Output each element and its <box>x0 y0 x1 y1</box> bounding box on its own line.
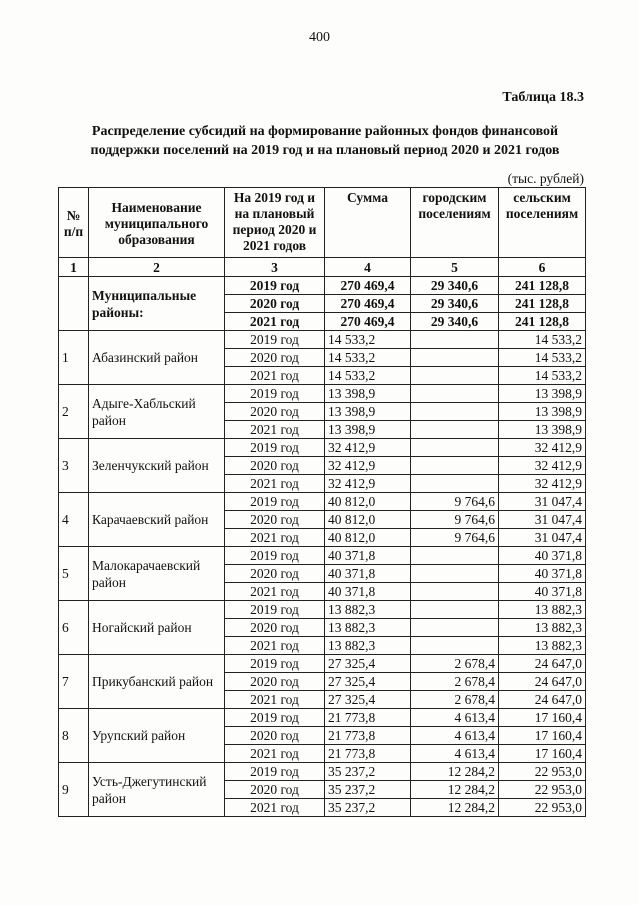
rural-cell: 241 128,8 <box>499 313 586 331</box>
district-name: Адыге-Хабльский район <box>89 385 225 439</box>
urban-cell: 4 613,4 <box>411 745 499 763</box>
sum-cell: 35 237,2 <box>325 799 411 817</box>
district-name: Муниципальные районы: <box>89 277 225 331</box>
rural-cell: 22 953,0 <box>499 781 586 799</box>
year-cell: 2021 год <box>225 799 325 817</box>
year-cell: 2021 год <box>225 529 325 547</box>
row-index: 8 <box>59 709 89 763</box>
rural-cell: 13 398,9 <box>499 385 586 403</box>
sum-cell: 35 237,2 <box>325 763 411 781</box>
sum-cell: 21 773,8 <box>325 727 411 745</box>
year-cell: 2020 год <box>225 781 325 799</box>
sum-cell: 14 533,2 <box>325 331 411 349</box>
sum-cell: 21 773,8 <box>325 745 411 763</box>
sum-cell: 13 398,9 <box>325 421 411 439</box>
year-cell: 2019 год <box>225 385 325 403</box>
urban-cell: 4 613,4 <box>411 727 499 745</box>
sum-cell: 27 325,4 <box>325 655 411 673</box>
urban-cell: 9 764,6 <box>411 529 499 547</box>
district-name: Урупский район <box>89 709 225 763</box>
urban-cell <box>411 457 499 475</box>
urban-cell <box>411 385 499 403</box>
sum-cell: 35 237,2 <box>325 781 411 799</box>
table-row <box>59 493 586 511</box>
table-row <box>59 385 586 403</box>
rural-cell: 40 371,8 <box>499 547 586 565</box>
year-cell: 2019 год <box>225 763 325 781</box>
title-line-1: Распределение субсидий на формирование районных фондов финансовой <box>91 124 559 139</box>
urban-cell <box>411 331 499 349</box>
district-name: Карачаевский район <box>89 493 225 547</box>
rural-cell: 13 882,3 <box>499 619 586 637</box>
sum-cell: 14 533,2 <box>325 367 411 385</box>
sum-cell: 32 412,9 <box>325 457 411 475</box>
rural-cell: 31 047,4 <box>499 493 586 511</box>
urban-cell: 2 678,4 <box>411 673 499 691</box>
table-row <box>59 277 586 295</box>
sum-cell: 40 371,8 <box>325 583 411 601</box>
table-row <box>59 439 586 457</box>
rural-cell: 24 647,0 <box>499 691 586 709</box>
sum-cell: 40 812,0 <box>325 493 411 511</box>
urban-cell <box>411 565 499 583</box>
header-sum: Сумма <box>325 188 411 258</box>
rural-cell: 31 047,4 <box>499 511 586 529</box>
year-cell: 2020 год <box>225 295 325 313</box>
table-row <box>59 601 586 619</box>
urban-cell <box>411 349 499 367</box>
rural-cell: 24 647,0 <box>499 673 586 691</box>
urban-cell <box>411 439 499 457</box>
col-number: 4 <box>325 258 411 277</box>
rural-cell: 13 882,3 <box>499 601 586 619</box>
year-cell: 2019 год <box>225 709 325 727</box>
sum-cell: 40 812,0 <box>325 529 411 547</box>
year-cell: 2021 год <box>225 691 325 709</box>
urban-cell: 29 340,6 <box>411 313 499 331</box>
rural-cell: 32 412,9 <box>499 439 586 457</box>
urban-cell <box>411 421 499 439</box>
year-cell: 2021 год <box>225 475 325 493</box>
urban-cell <box>411 367 499 385</box>
urban-cell <box>411 475 499 493</box>
sum-cell: 21 773,8 <box>325 709 411 727</box>
rural-cell: 32 412,9 <box>499 457 586 475</box>
header-num: № п/п <box>59 188 89 258</box>
district-name: Абазинский район <box>89 331 225 385</box>
urban-cell: 2 678,4 <box>411 655 499 673</box>
sum-cell: 270 469,4 <box>325 277 411 295</box>
year-cell: 2021 год <box>225 637 325 655</box>
table-row <box>59 331 586 349</box>
urban-cell: 12 284,2 <box>411 763 499 781</box>
header-rural: сельским поселениям <box>499 188 586 258</box>
rural-cell: 22 953,0 <box>499 799 586 817</box>
row-index: 9 <box>59 763 89 817</box>
year-cell: 2021 год <box>225 583 325 601</box>
sum-cell: 270 469,4 <box>325 313 411 331</box>
year-cell: 2020 год <box>225 673 325 691</box>
sum-cell: 13 398,9 <box>325 385 411 403</box>
sum-cell: 40 371,8 <box>325 565 411 583</box>
urban-cell: 29 340,6 <box>411 277 499 295</box>
subsidy-table <box>58 187 586 817</box>
rural-cell: 22 953,0 <box>499 763 586 781</box>
rural-cell: 17 160,4 <box>499 727 586 745</box>
urban-cell <box>411 583 499 601</box>
row-index <box>59 277 89 331</box>
table-row <box>59 655 586 673</box>
table-body <box>59 277 586 817</box>
urban-cell <box>411 601 499 619</box>
year-cell: 2020 год <box>225 457 325 475</box>
urban-cell: 9 764,6 <box>411 493 499 511</box>
rural-cell: 13 398,9 <box>499 421 586 439</box>
col-number: 6 <box>499 258 586 277</box>
year-cell: 2021 год <box>225 313 325 331</box>
year-cell: 2021 год <box>225 745 325 763</box>
year-cell: 2019 год <box>225 277 325 295</box>
units-note: (тыс. рублей) <box>507 171 584 186</box>
district-name: Зеленчукский район <box>89 439 225 493</box>
year-cell: 2020 год <box>225 727 325 745</box>
row-index: 2 <box>59 385 89 439</box>
rural-cell: 40 371,8 <box>499 565 586 583</box>
row-index: 3 <box>59 439 89 493</box>
urban-cell: 12 284,2 <box>411 799 499 817</box>
col-number: 1 <box>59 258 89 277</box>
year-cell: 2020 год <box>225 565 325 583</box>
year-cell: 2019 год <box>225 547 325 565</box>
header-urban: городским поселениям <box>411 188 499 258</box>
rural-cell: 17 160,4 <box>499 745 586 763</box>
year-cell: 2019 год <box>225 493 325 511</box>
sum-cell: 270 469,4 <box>325 295 411 313</box>
col-number: 2 <box>89 258 225 277</box>
sum-cell: 14 533,2 <box>325 349 411 367</box>
rural-cell: 14 533,2 <box>499 349 586 367</box>
rural-cell: 241 128,8 <box>499 277 586 295</box>
rural-cell: 14 533,2 <box>499 367 586 385</box>
col-number: 3 <box>225 258 325 277</box>
sum-cell: 13 398,9 <box>325 403 411 421</box>
year-cell: 2019 год <box>225 439 325 457</box>
rural-cell: 13 398,9 <box>499 403 586 421</box>
year-cell: 2020 год <box>225 619 325 637</box>
sum-cell: 32 412,9 <box>325 439 411 457</box>
rural-cell: 32 412,9 <box>499 475 586 493</box>
header-period: На 2019 год и на плановый период 2020 и 2021 годов <box>225 188 325 258</box>
urban-cell <box>411 547 499 565</box>
year-cell: 2019 год <box>225 601 325 619</box>
sum-cell: 27 325,4 <box>325 673 411 691</box>
district-name: Ногайский район <box>89 601 225 655</box>
year-cell: 2021 год <box>225 421 325 439</box>
row-index: 1 <box>59 331 89 385</box>
rural-cell: 40 371,8 <box>499 583 586 601</box>
sum-cell: 13 882,3 <box>325 637 411 655</box>
urban-cell <box>411 619 499 637</box>
sum-cell: 13 882,3 <box>325 601 411 619</box>
page-number: 400 <box>309 30 330 45</box>
rural-cell: 24 647,0 <box>499 655 586 673</box>
urban-cell: 4 613,4 <box>411 709 499 727</box>
sum-cell: 13 882,3 <box>325 619 411 637</box>
table-row <box>59 547 586 565</box>
year-cell: 2020 год <box>225 511 325 529</box>
column-number-row <box>59 258 586 277</box>
title-line-2: поддержки поселений на 2019 год и на плановый период 2020 и 2021 годов <box>90 143 560 158</box>
rural-cell: 241 128,8 <box>499 295 586 313</box>
district-name: Малокарачаевский район <box>89 547 225 601</box>
rural-cell: 31 047,4 <box>499 529 586 547</box>
rural-cell: 14 533,2 <box>499 331 586 349</box>
urban-cell <box>411 637 499 655</box>
urban-cell: 29 340,6 <box>411 295 499 313</box>
sum-cell: 40 812,0 <box>325 511 411 529</box>
year-cell: 2020 год <box>225 403 325 421</box>
row-index: 7 <box>59 655 89 709</box>
year-cell: 2019 год <box>225 655 325 673</box>
sum-cell: 27 325,4 <box>325 691 411 709</box>
table-row <box>59 709 586 727</box>
urban-cell: 12 284,2 <box>411 781 499 799</box>
urban-cell: 9 764,6 <box>411 511 499 529</box>
sum-cell: 40 371,8 <box>325 547 411 565</box>
sum-cell: 32 412,9 <box>325 475 411 493</box>
district-name: Прикубанский район <box>89 655 225 709</box>
table-row <box>59 763 586 781</box>
row-index: 5 <box>59 547 89 601</box>
rural-cell: 17 160,4 <box>499 709 586 727</box>
document-title <box>40 122 610 160</box>
row-index: 4 <box>59 493 89 547</box>
header-name: Наименование муниципального образования <box>89 188 225 258</box>
year-cell: 2020 год <box>225 349 325 367</box>
year-cell: 2019 год <box>225 331 325 349</box>
col-number: 5 <box>411 258 499 277</box>
table-label: Таблица 18.3 <box>502 90 584 105</box>
year-cell: 2021 год <box>225 367 325 385</box>
urban-cell: 2 678,4 <box>411 691 499 709</box>
urban-cell <box>411 403 499 421</box>
district-name: Усть-Джегутинский район <box>89 763 225 817</box>
row-index: 6 <box>59 601 89 655</box>
rural-cell: 13 882,3 <box>499 637 586 655</box>
